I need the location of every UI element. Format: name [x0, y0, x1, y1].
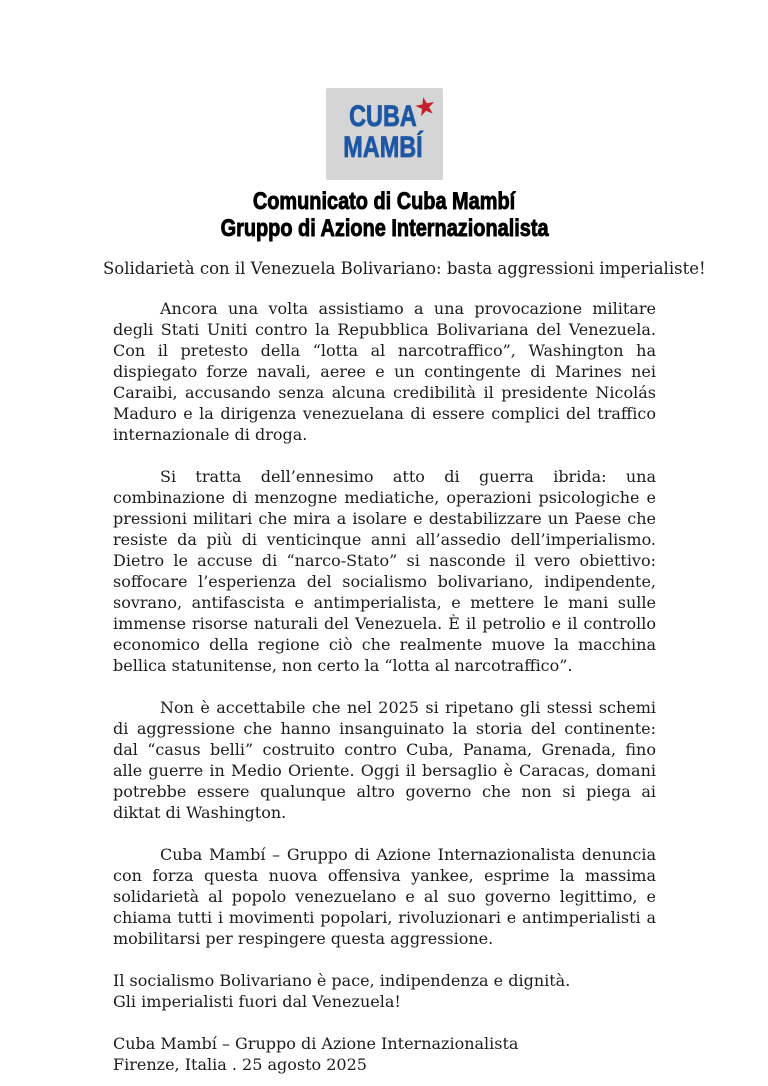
document-heading — [113, 188, 656, 242]
document-heading-line2: Gruppo di Azione Internazionalista — [220, 215, 549, 242]
document-heading-line1: Comunicato di Cuba Mambí — [253, 188, 516, 215]
star-icon: ★ — [410, 89, 439, 124]
closing-line-1: Il socialismo Bolivariano è pace, indipendenza e dignità. — [113, 971, 571, 990]
logo-text-cuba: CUBA — [349, 100, 417, 133]
document-title: Solidarietà con il Venezuela Bolivariano: basta aggressioni imperialiste! — [103, 259, 706, 278]
signature-block — [113, 1033, 656, 1075]
closing-block — [113, 970, 656, 1012]
cuba-mambi-logo — [326, 88, 443, 180]
logo-text-mambi: MAMBÍ — [343, 131, 423, 164]
body-paragraph-1: Ancora una volta assistiamo a una provocazione militare degli Stati Uniti contro la Repubblica Bolivariana del Venezuela. Con il pretesto della “lotta al narcotraffico”, Washington ha dispiegato forze navali, aeree e un contingente di Marines nei Caraibi, accusando senza alcuna credibilità il presidente Nicolás Maduro e la dirigenza venezuelana di essere complici del traffico internazionale di droga. — [113, 299, 656, 444]
signature-line-1: Cuba Mambí – Gruppo di Azione Internazionalista — [113, 1034, 519, 1053]
body-paragraph-4: Cuba Mambí – Gruppo di Azione Internazionalista denuncia con forza questa nuova offensiva yankee, esprime la massima solidarietà al popolo venezuelano e al suo governo legittimo, e chiama tutti i movimenti popolari, rivoluzionari e antimperialisti a mobilitarsi per respingere questa aggressione. — [113, 845, 656, 948]
closing-line-2: Gli imperialisti fuori dal Venezuela! — [113, 992, 401, 1011]
body-paragraph-3: Non è accettabile che nel 2025 si ripetano gli stessi schemi di aggressione che hanno insanguinato la storia del continente: dal “casus belli” costruito contro Cuba, Panama, Grenada, fino alle guerre in Medio Oriente. Oggi il bersaglio è Caracas, domani potrebbe essere qualunque altro governo che non si piega ai diktat di Washington. — [113, 698, 656, 822]
body-paragraph-2: Si tratta dell’ennesimo atto di guerra ibrida: una combinazione di menzogne mediatiche, operazioni psicologiche e pressioni militari che mira a isolare e destabilizzare un Paese che resiste da più di venticinque anni all’assedio dell’imperialismo. Dietro le accuse di “narco-Stato” si nasconde il vero obiettivo: soffocare l’esperienza del socialismo bolivariano, indipendente, sovrano, antifascista e antimperialista, e mettere le mani sulle immense risorse naturali del Venezuela. È il petrolio e il controllo economico della regione ciò che realmente muove la macchina bellica statunitense, non certo la “lotta al narcotraffico”. — [113, 467, 656, 675]
signature-line-2: Firenze, Italia . 25 agosto 2025 — [113, 1055, 367, 1074]
